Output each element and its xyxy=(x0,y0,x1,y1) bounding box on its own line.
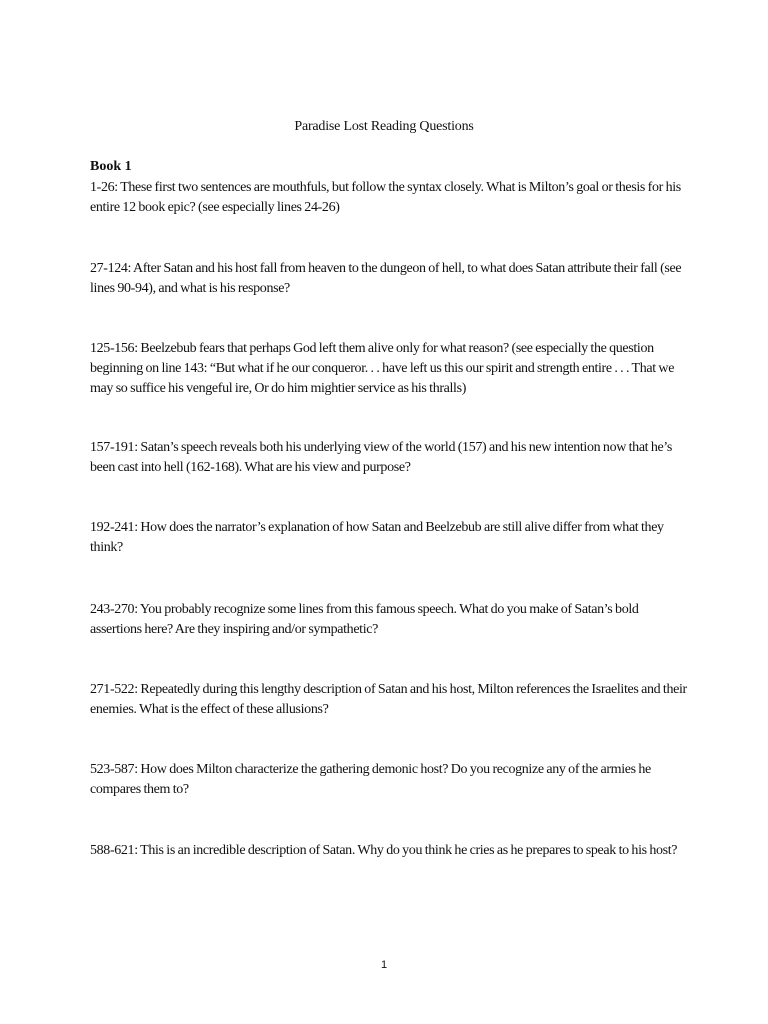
section-heading: Book 1 xyxy=(90,159,132,174)
question-523-587: 523-587: How does Milton characterize the gathering demonic host? Do you recognize any of the armies he compares them to? xyxy=(90,762,651,797)
question-27-124: 27-124: After Satan and his host fall from heaven to the dungeon of hell, to what does Satan attribute their fall (see lines 90-94), and what is his response? xyxy=(90,261,682,296)
question-125-156: 125-156: Beelzebub fears that perhaps God left them alive only for what reason? (see especially the question beginning on line 143: “But what if he our conqueror. . . have left us this our spirit and strength entire . . . That we may so suffice his vengeful ire, Or do him mightier service as his thralls) xyxy=(90,341,675,396)
document-title: Paradise Lost Reading Questions xyxy=(294,119,474,134)
question-271-522: 271-522: Repeatedly during this lengthy description of Satan and his host, Milton references the Israelites and their enemies. What is the effect of these allusions? xyxy=(90,682,687,717)
question-243-270: 243-270: You probably recognize some lines from this famous speech. What do you make of Satan’s bold assertions here? Are they inspiring and/or sympathetic? xyxy=(90,602,639,637)
question-157-191: 157-191: Satan’s speech reveals both his underlying view of the world (157) and his new intention now that he’s been cast into hell (162-168). What are his view and purpose? xyxy=(90,440,673,475)
question-192-241: 192-241: How does the narrator’s explanation of how Satan and Beelzebub are still alive differ from what they think? xyxy=(90,520,664,555)
question-588-621: 588-621: This is an incredible description of Satan. Why do you think he cries as he prepares to speak to his host? xyxy=(90,843,678,858)
page-number: 1 xyxy=(380,959,388,971)
question-1-26: 1-26: These first two sentences are mouthfuls, but follow the syntax closely. What is Milton’s goal or thesis for his entire 12 book epic? (see especially lines 24-26) xyxy=(90,180,681,215)
